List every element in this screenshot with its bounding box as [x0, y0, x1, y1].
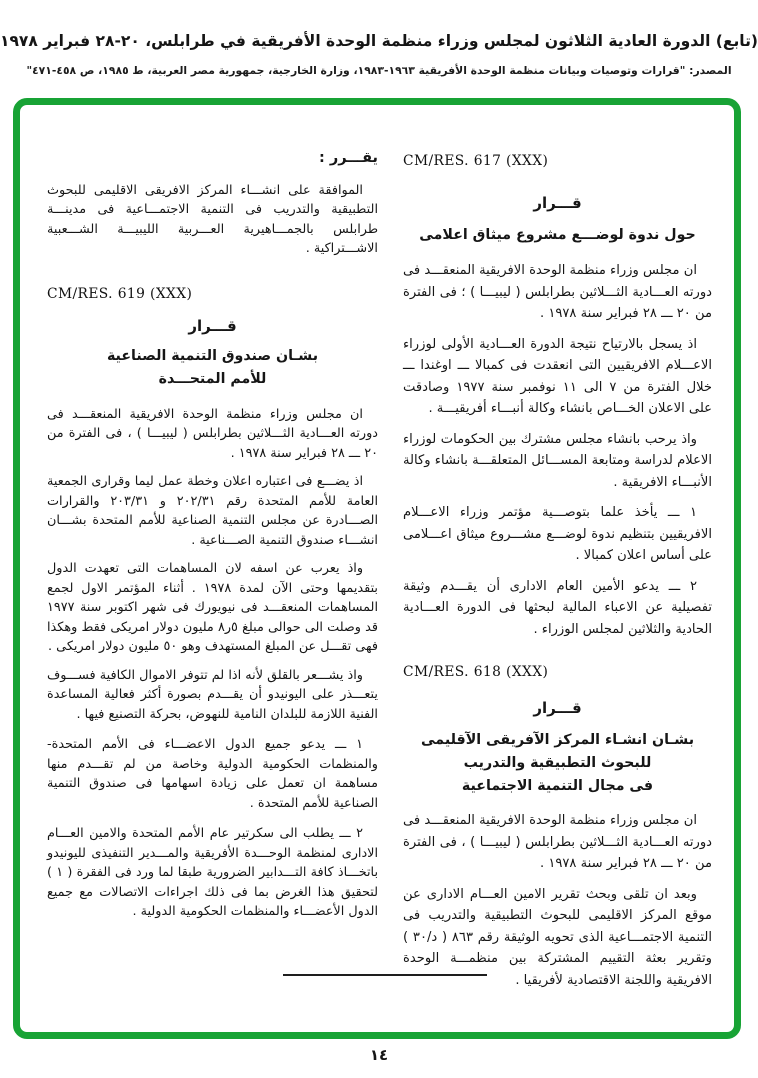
res619-regret-paragraph: واذ يعرب عن اسفه لان المساهمات التى تعهدت الدول بتقديمها وحتى الآن لمدة ١٩٧٨ . أثناء المؤتمر الاول لجمع المساهمات المنعقـــد فى نيويورك فى شهر اكتوبر سنة ١٩٧٧ قد وصلت الى حوالى مبلغ ٥ر٨ مليون دولار امريكى فقط وهكذا فهى تقـــل عن المبلغ المستهدف وهو ٥٠ مليون دولار امريكى .	[47, 561, 378, 654]
res619-subject-line-2: للأمم المتحـــدة	[158, 370, 267, 387]
right-column	[403, 151, 712, 991]
page-number: ١٤	[369, 1046, 389, 1064]
res618-subject-line-3: فى مجال التنمية الاجتماعية	[461, 778, 654, 794]
res618-subject-line-1: بشـان انشـاء المركز الآفريقى الآقليمى	[420, 732, 695, 748]
res617-welcome-paragraph: واذ يرحب بانشاء مجلس مشترك بين الحكومات لوزراء الاعلام لدراسة ومتابعة المســـائل المتعلقـــة بانشاء وكالة الأنبـــاء الافريقية .	[403, 431, 712, 490]
res618-decree-heading: قـــرار	[533, 698, 582, 717]
res618-report-paragraph: وبعد ان تلقى وبحث تقرير الامين العـــام الادارى عن موقع المركز الاقليمى للبحوث التطبيقية والتدريب فى التنمية الاجتمـــاعية الذى تحويه الوثيقة رقم ٨٦٣ ( د/٣٠ ) وتقرير بعثة التقييم المشتركة بين منظمـــة الوحدة الافريقية واللجنة الاقتصادية لأفريقيا .	[403, 886, 712, 988]
res619-considering-paragraph: اذ يضـــع فى اعتباره اعلان وخطة عمل ليما وقرارى الجمعية العامة للأمم المتحدة رقم ٢٠٢/٣١ و ٢٠٣/٣١ والقرارات الصـــادرة عن مجلس التنمية الصناعية للأمم المتحدة بشـــان انشـــاء صندوق التنمية الصـــناعية .	[47, 474, 378, 548]
page-frame	[13, 98, 741, 1039]
res618-subject	[403, 729, 712, 798]
res617-recall-paragraph: اذ يسجل بالارتياح نتيجة الدورة العـــادية الأولى لوزراء الاعـــلام الافريقيين التى انعقدت فى كمبالا ـــ اوغندا ـــ خلال الفترة من ٧ الى ١١ نوفمبر سنة ١٩٧٧ وصادقت على الاعلان الخـــاص بانشاء وكالة أنبـــاء أفريقيـــة .	[403, 336, 712, 416]
source-citation: المصدر: "قرارات وتوصيات وبيانات منظمة الوحدة الأفريقية ١٩٦٣-١٩٨٣، وزارة الخارجية، جمهورية مصر العربية، ط ١٩٨٥، ص ٤٥٨-٤٧١"	[26, 64, 732, 77]
resolution-code-619: CM/RES. 619 (XXX)	[47, 285, 193, 302]
res618-decides-paragraph: الموافقة على انشـــاء المركز الافريقى الاقليمى للبحوث التطبيقية والتدريب فى التنمية الاجتمـــاعية فى مدينـــة طرابلس بالجمـــاهيرية العـــربية الليبيـــة الشـــعبية الاشـــتراكية .	[47, 182, 378, 256]
footnote-rule	[283, 974, 487, 976]
res617-operative-item-1: ١ ـــ يأخذ علما بتوصـــية مؤتمر وزراء الاعـــلام الافريقيين بتنظيم ندوة لوضـــع مشـــروع ميثاق اعـــلامى على أساس اعلان كمبالا .	[403, 505, 712, 563]
res619-operative-item-1: ١ ـــ يدعو جميع الدول الاعضـــاء فى الأمم المتحدة- والمنظمات الحكومية الدولية وخاصة من لم تقـــدم منها مساهمة ان تعمل على زيادة اسهامها فى صندوق التنمية الصناعية للأمم المتحدة .	[47, 737, 378, 811]
res619-subject-line-1: بشـان صندوق التنمية الصناعية	[106, 347, 319, 364]
left-column	[47, 149, 378, 922]
res619-operative-item-2: ٢ ـــ يطلب الى سكرتير عام الأمم المتحدة والامين العـــام الادارى لمنظمة الوحـــدة الأفريقية والمـــدير التنفيذى لليونيدو باتخـــاذ كافة التـــدابير الضرورية طبقا لما ورد فى الفقرة ( ١ ) لتحقيق هذا الغرض بما فى ذلك اجراءات الاتصالات مع جميع الدول الأعضـــاء والمنظمات الحكومية الدولية .	[47, 826, 379, 919]
res618-preamble-paragraph: ان مجلس وزراء منظمة الوحدة الافريقية المنعقـــد فى دورته العـــادية الثـــلاثين بطرابلس ( ليبيـــا ) ، فى الفترة من ٢٠ ـــ ٢٨ فبراير سنة ١٩٧٨ .	[403, 813, 712, 871]
res619-concern-paragraph: واذ يشـــعر بالقلق لأنه اذا لم تتوفر الاموال الكافية فســـوف يتعـــذر على اليونيدو أن يقـــدم بصورة أكثر فعالية المساعدة الفنية اللازمة للبلدان النامية للنهوض، بحركة التصنيع فيها .	[47, 667, 378, 722]
resolution-code-617: CM/RES. 617 (XXX)	[403, 153, 549, 169]
session-title: (تابع) الدورة العادية الثلاثون لمجلس وزراء منظمة الوحدة الأفريقية في طرابلس، ٢٠-٢٨ فبراير ١٩٧٨	[0, 32, 758, 50]
res619-subject	[47, 345, 378, 391]
res619-preamble-paragraph: ان مجلس وزراء منظمة الوحدة الافريقية المنعقـــد فى دورته العـــادية الثـــلاثين بطرابلس ( ليبيـــا ) ، فى الفترة من ٢٠ ـــ ٢٨ فبراير سنة ١٩٧٨ .	[47, 406, 378, 461]
res617-preamble-paragraph: ان مجلس وزراء منظمة الوحدة الافريقية المنعقـــد فى دورته العـــادية الثـــلاثين بطرابلس ( ليبيـــا ) ؛ فى الفترة من ٢٠ ـــ ٢٨ فبراير سنة ١٩٧٨ .	[403, 263, 712, 321]
res617-decree-heading: قـــرار	[533, 193, 582, 212]
res617-subject: حول ندوة لوضـــع مشروع ميثاق اعلامى	[419, 227, 696, 243]
resolution-code-618: CM/RES. 618 (XXX)	[403, 664, 549, 680]
decides-label: يقـــرر :	[319, 150, 378, 166]
res617-operative-item-2: ٢ ـــ يدعو الأمين العام الادارى أن يقـــدم وثيقة تفصيلية عن الاعباء المالية لبحثها فى الدورة العـــادية الحادية والثلاثين لمجلس الوزراء .	[403, 578, 712, 637]
res618-subject-line-2: للبحوث التطبيقية والتدريب	[463, 755, 652, 771]
res619-decree-heading: قـــرار	[188, 317, 237, 335]
